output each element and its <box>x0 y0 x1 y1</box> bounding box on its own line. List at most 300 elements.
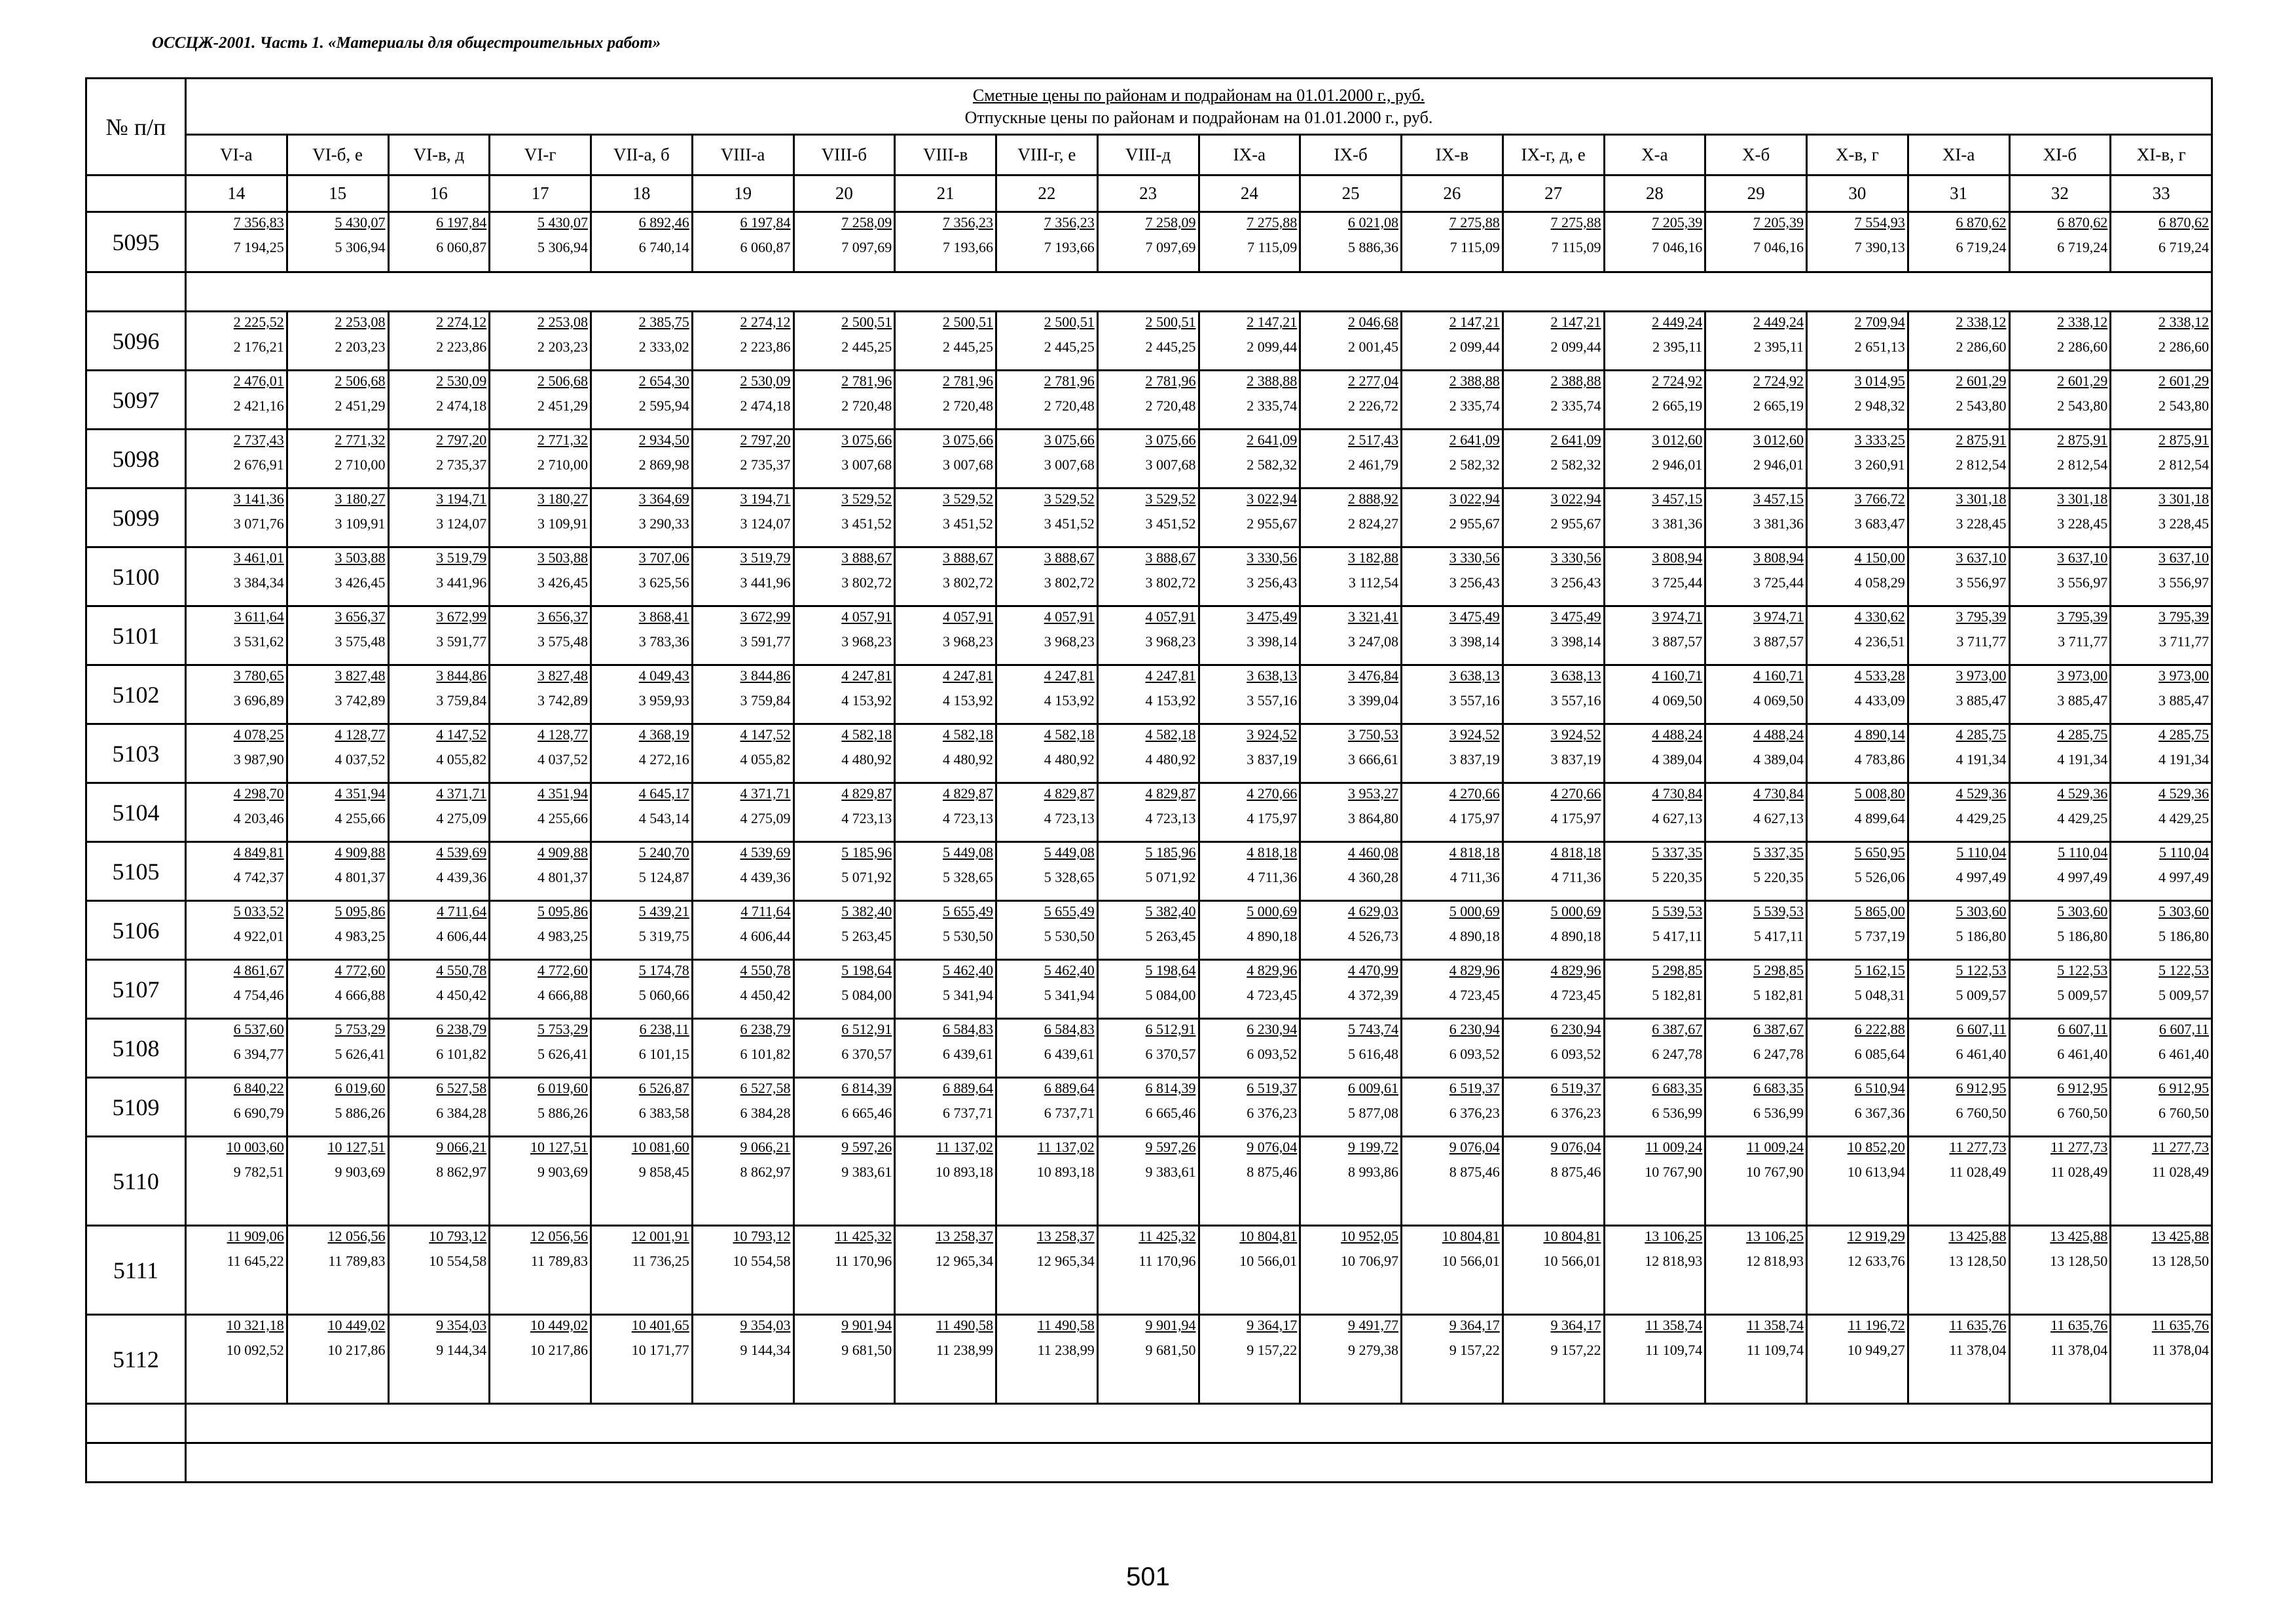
estimate-price: 4 582,18 <box>1044 726 1095 743</box>
release-price: 3 711,77 <box>1956 633 2007 650</box>
price-cell <box>591 1315 693 1404</box>
estimate-price: 4 730,84 <box>1753 785 1804 802</box>
release-price: 4 191,34 <box>1956 751 2007 767</box>
estimate-price: 2 601,29 <box>1956 373 2007 389</box>
estimate-price: 3 827,48 <box>538 667 588 684</box>
release-price: 2 474,18 <box>436 397 487 414</box>
estimate-price: 5 033,52 <box>233 903 284 919</box>
price-cell <box>186 1137 287 1226</box>
row-number: 5102 <box>86 665 186 724</box>
release-price: 6 737,71 <box>1044 1105 1095 1121</box>
price-cell <box>1705 371 1807 430</box>
release-price: 8 875,46 <box>1550 1164 1601 1180</box>
estimate-price: 9 901,94 <box>1145 1317 1196 1333</box>
release-price: 3 802,72 <box>1145 574 1196 591</box>
estimate-price: 5 095,86 <box>335 903 386 919</box>
estimate-price: 5 430,07 <box>538 214 588 231</box>
estimate-price: 4 829,96 <box>1449 962 1500 978</box>
release-price: 11 378,04 <box>1949 1342 2007 1358</box>
estimate-price: 7 205,39 <box>1652 214 1703 231</box>
price-cell <box>1402 783 1503 842</box>
estimate-price: 10 127,51 <box>530 1139 588 1155</box>
release-price: 5 886,36 <box>1348 239 1398 255</box>
column-number: 20 <box>793 175 895 212</box>
price-cell <box>1097 430 1199 489</box>
estimate-price: 5 185,96 <box>841 844 892 860</box>
price-cell <box>1503 430 1604 489</box>
price-cell <box>1503 1226 1604 1315</box>
release-price: 4 723,13 <box>943 810 993 826</box>
price-cell <box>1402 489 1503 547</box>
release-price: 7 046,16 <box>1652 239 1703 255</box>
release-price: 10 566,01 <box>1442 1253 1500 1269</box>
estimate-price: 5 303,60 <box>1956 903 2007 919</box>
estimate-price: 5 337,35 <box>1753 844 1804 860</box>
region-header: VI-г <box>490 135 591 175</box>
release-price: 2 286,60 <box>1956 339 2007 355</box>
price-cell <box>1807 1226 1908 1315</box>
price-cell <box>2009 724 2111 783</box>
table-row <box>86 1078 2212 1137</box>
estimate-price: 7 205,39 <box>1753 214 1804 231</box>
estimate-price: 2 500,51 <box>1044 314 1095 330</box>
estimate-price: 3 924,52 <box>1550 726 1601 743</box>
estimate-price: 6 607,11 <box>2159 1021 2209 1037</box>
estimate-price: 3 475,49 <box>1449 608 1500 625</box>
release-price: 2 335,74 <box>1247 397 1298 414</box>
price-cell <box>1199 783 1300 842</box>
estimate-price: 3 180,27 <box>538 490 588 507</box>
estimate-price: 4 049,43 <box>638 667 689 684</box>
price-cell <box>186 724 287 783</box>
price-cell <box>1300 901 1402 960</box>
column-number: 31 <box>1908 175 2009 212</box>
release-price: 5 626,41 <box>538 1046 588 1062</box>
row-number: 5105 <box>86 842 186 901</box>
price-cell <box>1300 1137 1402 1226</box>
release-price: 4 058,29 <box>1854 574 1905 591</box>
release-price: 2 582,32 <box>1550 456 1601 473</box>
price-cell <box>2111 430 2212 489</box>
release-price: 5 319,75 <box>638 928 689 944</box>
release-price: 9 383,61 <box>841 1164 892 1180</box>
price-cell <box>287 960 388 1019</box>
release-price: 3 575,48 <box>538 633 588 650</box>
release-price: 4 723,13 <box>1145 810 1196 826</box>
page-number: 501 <box>1126 1562 1170 1591</box>
price-cell <box>895 1078 996 1137</box>
estimate-price: 11 277,73 <box>2151 1139 2209 1155</box>
release-price: 6 370,57 <box>841 1046 892 1062</box>
estimate-price: 13 425,88 <box>2050 1228 2108 1244</box>
price-cell <box>1402 665 1503 724</box>
estimate-price: 6 607,11 <box>2058 1021 2108 1037</box>
price-cell <box>1199 547 1300 606</box>
estimate-price: 3 141,36 <box>233 490 284 507</box>
price-cell <box>793 960 895 1019</box>
release-price: 2 955,67 <box>1247 515 1298 532</box>
release-price: 2 099,44 <box>1449 339 1500 355</box>
column-number: 26 <box>1402 175 1503 212</box>
release-price: 8 993,86 <box>1348 1164 1398 1180</box>
estimate-price: 10 804,81 <box>1442 1228 1500 1244</box>
estimate-price: 9 364,17 <box>1550 1317 1601 1333</box>
row-number: 5106 <box>86 901 186 960</box>
estimate-price: 5 382,40 <box>1145 903 1196 919</box>
release-price: 4 666,88 <box>538 987 588 1003</box>
price-cell <box>1503 212 1604 272</box>
estimate-price: 9 597,26 <box>841 1139 892 1155</box>
release-price: 2 582,32 <box>1449 456 1500 473</box>
estimate-price: 3 529,52 <box>943 490 993 507</box>
release-price: 3 290,33 <box>638 515 689 532</box>
estimate-price: 3 180,27 <box>335 490 386 507</box>
release-price: 11 736,25 <box>632 1253 689 1269</box>
price-cell <box>388 371 490 430</box>
release-price: 2 812,54 <box>1956 456 2007 473</box>
release-price: 3 556,97 <box>2057 574 2108 591</box>
estimate-price: 9 354,03 <box>740 1317 791 1333</box>
release-price: 10 893,18 <box>936 1164 993 1180</box>
estimate-price: 4 057,91 <box>1145 608 1196 625</box>
table-row <box>86 960 2212 1019</box>
estimate-price: 3 503,88 <box>335 549 386 566</box>
price-cell <box>996 1315 1098 1404</box>
release-price: 3 260,91 <box>1854 456 1905 473</box>
header-row-regions <box>86 135 2212 175</box>
price-cell <box>1705 665 1807 724</box>
price-cell <box>1402 960 1503 1019</box>
region-header: VIII-г, е <box>996 135 1098 175</box>
price-cell <box>1503 724 1604 783</box>
price-cell <box>2111 1078 2212 1137</box>
estimate-price: 11 635,76 <box>1949 1317 2007 1333</box>
price-cell <box>1097 1137 1199 1226</box>
row-number <box>86 272 186 312</box>
release-price: 3 696,89 <box>233 692 284 709</box>
release-price: 3 228,45 <box>1956 515 2007 532</box>
price-cell <box>1300 1315 1402 1404</box>
region-header: IX-б <box>1300 135 1402 175</box>
release-price: 6 384,28 <box>436 1105 487 1121</box>
price-cell <box>996 1078 1098 1137</box>
estimate-price: 6 683,35 <box>1652 1080 1703 1096</box>
estimate-price: 10 793,12 <box>733 1228 791 1244</box>
price-cell <box>490 1019 591 1078</box>
price-cell <box>2009 371 2111 430</box>
price-cell <box>793 1019 895 1078</box>
region-header: VI-б, е <box>287 135 388 175</box>
release-price: 3 451,52 <box>841 515 892 532</box>
price-cell <box>895 724 996 783</box>
release-price: 5 263,45 <box>841 928 892 944</box>
release-price: 4 153,92 <box>1044 692 1095 709</box>
estimate-price: 4 270,66 <box>1247 785 1298 802</box>
release-price: 6 101,15 <box>638 1046 689 1062</box>
estimate-price: 3 075,66 <box>841 432 892 448</box>
estimate-price: 4 270,66 <box>1449 785 1500 802</box>
release-price: 9 903,69 <box>335 1164 386 1180</box>
price-cell <box>1402 371 1503 430</box>
estimate-price: 10 401,65 <box>631 1317 689 1333</box>
price-cell <box>1908 724 2009 783</box>
release-price: 4 389,04 <box>1652 751 1703 767</box>
estimate-price: 2 388,88 <box>1247 373 1298 389</box>
estimate-price: 2 530,09 <box>436 373 487 389</box>
release-price: 6 439,61 <box>1044 1046 1095 1062</box>
price-cell <box>186 783 287 842</box>
release-price: 4 360,28 <box>1348 869 1398 885</box>
price-cell <box>2009 1226 2111 1315</box>
estimate-price: 2 641,09 <box>1247 432 1298 448</box>
title-release-prices: Отпускные цены по районам и подрайонам на 01.01.2000 г., руб. <box>964 107 1433 127</box>
row-number <box>86 1443 186 1483</box>
estimate-price: 13 425,88 <box>2151 1228 2209 1244</box>
price-cell <box>692 489 793 547</box>
release-price: 5 186,80 <box>2057 928 2108 944</box>
price-cell <box>490 960 591 1019</box>
price-cell <box>1300 212 1402 272</box>
release-price: 2 543,80 <box>2057 397 2108 414</box>
estimate-price: 4 488,24 <box>1753 726 1804 743</box>
price-cell <box>287 783 388 842</box>
release-price: 8 862,97 <box>740 1164 791 1180</box>
price-cell <box>1705 901 1807 960</box>
estimate-price: 9 076,04 <box>1449 1139 1500 1155</box>
release-price: 3 007,68 <box>1145 456 1196 473</box>
price-cell <box>1199 665 1300 724</box>
price-cell <box>287 312 388 371</box>
estimate-price: 3 330,56 <box>1449 549 1500 566</box>
estimate-price: 3 503,88 <box>538 549 588 566</box>
price-cell <box>1807 960 1908 1019</box>
release-price: 4 480,92 <box>1145 751 1196 767</box>
price-cell <box>1604 1137 1705 1226</box>
estimate-price: 4 829,87 <box>841 785 892 802</box>
price-cell <box>591 901 693 960</box>
price-cell <box>287 842 388 901</box>
release-price: 3 591,77 <box>436 633 487 650</box>
estimate-price: 6 892,46 <box>638 214 689 231</box>
price-cell <box>692 212 793 272</box>
release-price: 6 461,40 <box>1956 1046 2007 1062</box>
price-cell <box>1908 665 2009 724</box>
release-price: 6 719,24 <box>2057 239 2108 255</box>
price-cell <box>1705 212 1807 272</box>
price-cell <box>1908 1315 2009 1404</box>
price-cell <box>1705 960 1807 1019</box>
release-price: 6 394,77 <box>233 1046 284 1062</box>
price-cell <box>388 547 490 606</box>
release-price: 3 759,84 <box>740 692 791 709</box>
release-price: 7 046,16 <box>1753 239 1804 255</box>
estimate-price: 2 388,88 <box>1449 373 1500 389</box>
column-number: 21 <box>895 175 996 212</box>
table-row <box>86 901 2212 960</box>
price-cell <box>1604 606 1705 665</box>
price-cell <box>2009 1078 2111 1137</box>
release-price: 3 959,93 <box>638 692 689 709</box>
table-row <box>86 1137 2212 1226</box>
price-cell <box>287 1078 388 1137</box>
price-cell <box>1908 212 2009 272</box>
price-cell <box>996 1019 1098 1078</box>
estimate-price: 5 753,29 <box>335 1021 386 1037</box>
region-header: XI-в, г <box>2111 135 2212 175</box>
price-cell <box>1097 312 1199 371</box>
release-price: 6 060,87 <box>436 239 487 255</box>
estimate-price: 10 804,81 <box>1239 1228 1298 1244</box>
column-number: 24 <box>1199 175 1300 212</box>
price-cell <box>1503 489 1604 547</box>
price-cell <box>591 724 693 783</box>
release-price: 2 946,01 <box>1652 456 1703 473</box>
estimate-price: 7 356,83 <box>233 214 284 231</box>
price-cell <box>1300 606 1402 665</box>
estimate-price: 2 724,92 <box>1753 373 1804 389</box>
estimate-price: 3 476,84 <box>1348 667 1398 684</box>
estimate-price: 9 354,03 <box>436 1317 487 1333</box>
release-price: 5 306,94 <box>335 239 386 255</box>
price-cell <box>996 724 1098 783</box>
price-cell <box>591 489 693 547</box>
region-header: VI-а <box>186 135 287 175</box>
release-price: 6 690,79 <box>233 1105 284 1121</box>
price-cell <box>1908 1137 2009 1226</box>
release-price: 2 223,86 <box>740 339 791 355</box>
release-price: 5 877,08 <box>1348 1105 1398 1121</box>
price-cell <box>1503 960 1604 1019</box>
estimate-price: 2 641,09 <box>1449 432 1500 448</box>
release-price: 2 203,23 <box>538 339 588 355</box>
price-cell <box>1503 1078 1604 1137</box>
price-cell <box>1908 1019 2009 1078</box>
release-price: 5 186,80 <box>2159 928 2209 944</box>
price-cell <box>591 1078 693 1137</box>
release-price: 2 676,91 <box>233 456 284 473</box>
price-cell <box>1097 489 1199 547</box>
estimate-price: 13 106,25 <box>1746 1228 1804 1244</box>
price-cell <box>2111 842 2212 901</box>
price-cell <box>1300 783 1402 842</box>
release-price: 3 837,19 <box>1449 751 1500 767</box>
release-price: 4 191,34 <box>2057 751 2108 767</box>
price-cell <box>1908 842 2009 901</box>
price-cell <box>1604 901 1705 960</box>
estimate-price: 6 021,08 <box>1348 214 1398 231</box>
estimate-price: 2 888,92 <box>1348 490 1398 507</box>
row-number: 5111 <box>86 1226 186 1315</box>
column-number: 25 <box>1300 175 1402 212</box>
price-cell <box>186 312 287 371</box>
region-header: VI-в, д <box>388 135 490 175</box>
release-price: 5 263,45 <box>1145 928 1196 944</box>
estimate-price: 7 356,23 <box>1044 214 1095 231</box>
estimate-price: 4 829,96 <box>1550 962 1601 978</box>
estimate-price: 5 655,49 <box>943 903 993 919</box>
release-price: 3 426,45 <box>538 574 588 591</box>
release-price: 3 759,84 <box>436 692 487 709</box>
price-cell <box>793 842 895 901</box>
estimate-price: 4 057,91 <box>1044 608 1095 625</box>
price-cell <box>2009 783 2111 842</box>
price-cell <box>1199 842 1300 901</box>
estimate-price: 3 953,27 <box>1348 785 1398 802</box>
price-cell <box>692 1226 793 1315</box>
release-price: 10 554,58 <box>429 1253 487 1269</box>
estimate-price: 3 795,39 <box>2057 608 2108 625</box>
estimate-price: 9 491,77 <box>1348 1317 1398 1333</box>
estimate-price: 4 529,36 <box>1956 785 2007 802</box>
estimate-price: 10 321,18 <box>226 1317 284 1333</box>
price-cell <box>1097 842 1199 901</box>
release-price: 3 007,68 <box>943 456 993 473</box>
estimate-price: 2 875,91 <box>1956 432 2007 448</box>
release-price: 4 890,18 <box>1550 928 1601 944</box>
price-cell <box>692 1315 793 1404</box>
price-cell <box>793 1315 895 1404</box>
release-price: 4 983,25 <box>538 928 588 944</box>
release-price: 2 735,37 <box>740 456 791 473</box>
estimate-price: 3 973,00 <box>2057 667 2108 684</box>
estimate-price: 2 797,20 <box>436 432 487 448</box>
release-price: 2 001,45 <box>1348 339 1398 355</box>
estimate-price: 6 814,39 <box>841 1080 892 1096</box>
estimate-price: 6 683,35 <box>1753 1080 1804 1096</box>
price-cell <box>287 901 388 960</box>
estimate-price: 7 554,93 <box>1854 214 1905 231</box>
release-price: 3 625,56 <box>638 574 689 591</box>
price-cell <box>2009 842 2111 901</box>
price-cell <box>591 371 693 430</box>
column-no-header: № п/п <box>86 79 186 175</box>
price-cell <box>793 901 895 960</box>
price-cell <box>1402 901 1503 960</box>
estimate-price: 2 781,96 <box>841 373 892 389</box>
release-price: 4 055,82 <box>740 751 791 767</box>
release-price: 13 128,50 <box>2151 1253 2209 1269</box>
release-price: 3 683,47 <box>1854 515 1905 532</box>
estimate-price: 3 457,15 <box>1652 490 1703 507</box>
price-cell <box>2111 1315 2212 1404</box>
region-header: IX-в <box>1402 135 1503 175</box>
release-price: 4 526,73 <box>1348 928 1398 944</box>
release-price: 6 101,82 <box>740 1046 791 1062</box>
estimate-price: 2 771,32 <box>538 432 588 448</box>
estimate-price: 5 122,53 <box>2057 962 2108 978</box>
price-cell <box>895 489 996 547</box>
price-cell <box>996 1226 1098 1315</box>
release-price: 3 071,76 <box>233 515 284 532</box>
price-cell <box>186 901 287 960</box>
price-cell <box>1604 547 1705 606</box>
release-price: 3 837,19 <box>1550 751 1601 767</box>
release-price: 4 997,49 <box>1956 869 2007 885</box>
table-row <box>86 547 2212 606</box>
price-cell <box>388 606 490 665</box>
release-price: 5 182,81 <box>1753 987 1804 1003</box>
price-cell <box>1705 606 1807 665</box>
release-price: 3 531,62 <box>233 633 284 650</box>
estimate-price: 3 519,79 <box>436 549 487 566</box>
estimate-price: 5 303,60 <box>2159 903 2209 919</box>
price-cell <box>1503 901 1604 960</box>
estimate-price: 5 162,15 <box>1854 962 1905 978</box>
column-number: 14 <box>186 175 287 212</box>
price-cell <box>1604 1078 1705 1137</box>
price-cell <box>692 1078 793 1137</box>
release-price: 5 182,81 <box>1652 987 1703 1003</box>
